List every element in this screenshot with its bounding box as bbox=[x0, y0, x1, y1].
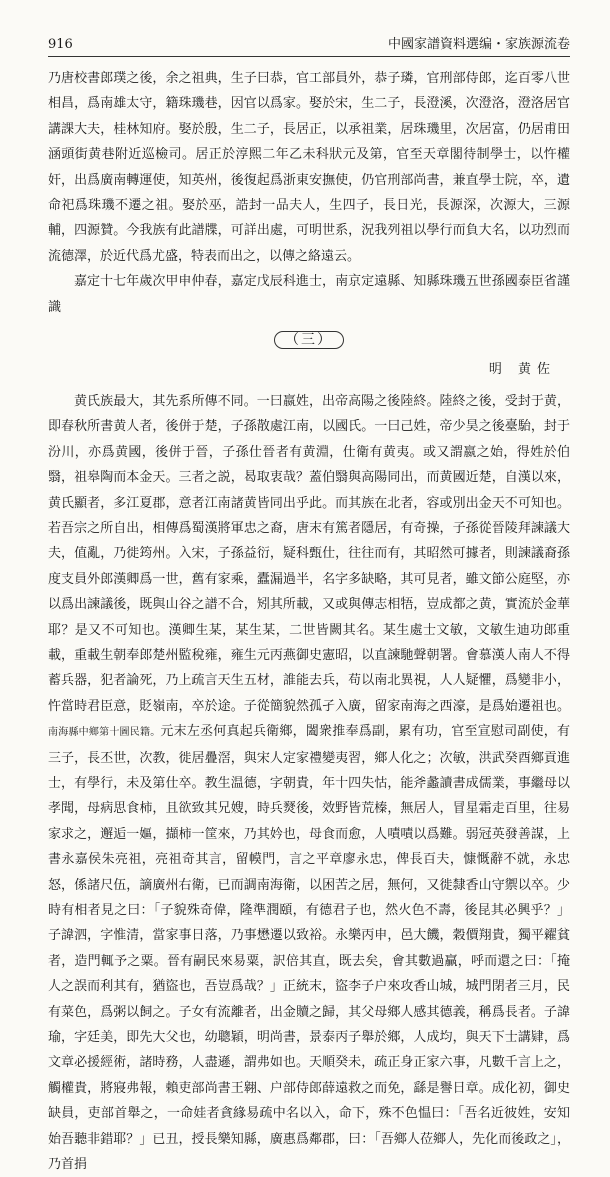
paragraph bbox=[48, 389, 570, 1177]
section-number: （三） bbox=[274, 331, 344, 349]
author-line: 明 黄佐 bbox=[488, 362, 556, 378]
paragraph-text: 黄氏族最大，其先系所傳不同。一曰嬴姓，出帝高陽之後陸終。陸終之後，受封于黄，即春秋所書黄人者，後併于楚，子孫散處江南，以國氏。一曰己姓，帝少昊之後臺駘，封于汾川，亦爲黄國，後併于晉，子孫仕晉者有黄淵，仕衛有黄夷。或又謂嬴之始，得姓於伯翳，祖皋陶而本金天。三者之説，曷取衷哉？蓋伯翳與高陽同出，而黄國近楚，自漢以來，黄氏顯者，多江夏郡，意者江南諸黄皆同出乎此。而其族在北者，容或別出金天不可知也。若吾宗之所自出，相傳爲蜀漢將軍忠之裔，唐末有篤者隱居，有奇操，子孫從晉陵拜諫議大夫，值亂，乃徙筠州。入宋，子孫益衍，疑科甄仕，往往而有，其昭然可據者，則諫議裔孫度支員外郎漢卿爲一世，舊有家乘，蠹漏過半，名字多缺略，其可見者，雖文節公庭堅，亦以爲出諫議後，既與山谷之譜不合，矧其所載，又或與傳志相牾，豈成都之黄，實流於金華耶？是又不可知也。漢卿生某，某生某，二世皆闕其名。某生處士文敏，文敏生迪功郎重載，重載生朝奉郎楚州監稅雍，雍生元丙燕御史憲昭，以直諫馳聲朝署。會慕漢人南人不得蓄兵器，犯者論死，乃上疏言天生五材，誰能去兵，苟以南北異視，人人疑懼，爲變非小，忤當時君臣意，貶嶺南，卒於途。子從簡貌然孤孑入廣，留家南海之西濠，是爲始遷祖也。 bbox=[48, 393, 570, 714]
section-title bbox=[48, 328, 570, 353]
page-header bbox=[48, 30, 570, 57]
main-text bbox=[48, 66, 570, 1177]
paragraph-text: 元末左丞何真起兵衛鄉，闔衆推奉爲副，累有功，官至宣慰司副使，有三子，長丕世，次教，徙居疊滘，與宋人定家禮變夷習，鄉人化之；次敏，洪武癸酉鄉貢進士，有學行，未及第仕卒。教生温德，字朝貴，年十四失怙，能斧蠡讀書成儒業，事繼母以孝聞，母病思食柿，且欲致其兄嫂，時兵燹後，效野皆荒榛，無居人，冒星霜走百里，往易家求之，邂逅一嫗，擷柿一筐來，乃其妗也，母食而愈，人嘖嘖以爲難。弱冠英發善謀，上書永嘉侯朱亮祖，亮祖奇其言，留幙門，言之平章廖永忠，俾長百夫，慷慨辭不就，永忠怒，係諸尺伍，謫廣州右衛，已而調南海衛，以困苦之居，無何，又徙隸香山守禦以卒。少時有相者見之曰：「子貌殊奇偉，隆準潤頤，有德君子也，然火色不壽，後昆其必興乎？」子諱泗，字惟清，當家事日落，乃事懋遷以致裕。永樂丙申，邑大饑，穀價翔貴，獨平糴貧者，造門輒予之粟。晉有嗣民來易粟，訳倍其直，既去矣，會其數過贏，呼而還之曰：「掩人之誤而利其有，猶盜也，吾豈爲哉？」正統末，盜李子户來攻香山城，城門閉者三月，民有菜色，爲粥以飼之。子女有流離者，出金贖之歸，其父母鄉人感其德義，稱爲長者。子諱瑜，字廷美，即先大父也，幼聰穎，明尚書，景泰丙子舉於鄉，人成均，與天下士講肄，爲文章必援經術，諸時務，人盡遜，謂弗如也。天順癸未，疏正身正家六事，凡數千言上之，觸權貴，將寢弗報，賴吏部尚書王翱、户部侍郎薛遠救之而免，繇是譽日章。成化初，御史缺員，吏部首舉之，一命娃者貪緣易疏中名以入，命下，殊不色愠曰：「吾名近彼姓，安知始吾聽非錯耶？」已丑，授長樂知縣，廣惠爲鄰郡，曰：「吾鄉人莅鄉人，先化而後政之」，乃首捐 bbox=[48, 724, 570, 1173]
inline-note: 南海縣中鄉第十圖民籍。 bbox=[48, 727, 161, 739]
page-number: 916 bbox=[48, 37, 73, 52]
running-title: 中國家譜資料選编・家族源流卷 bbox=[387, 37, 570, 52]
paragraph-continuation: 乃唐校書郎璞之後，余之祖典，生子曰恭，官工部員外，恭子璘，官刑部侍郎，迄百零八世相昌，爲南雄太守，籍珠璣巷，因官以爲家。娶於宋，生二子，長澄溪，次澄洛，澄洛居官講課大夫，桂林知府。娶於殷，生二子，長居正，以承祖業，居珠璣里，次居富，仍居甫田涵頭街黄巷附近巡檢司。居正於淳熙二年乙未科狀元及第，官至天章閣待制學士，以忤權奸，出爲廣南轉運使，知英州，後復起爲浙東安撫使，仍官刑部尚書，兼直學士院，卒，遺命祀爲珠璣不遷之祖。娶於巫，誥封一品夫人，生四子，長日光，長源深，次源大，三源輔，四源贊。今我族有此譜牒，可詳出處，可明世系，況我列祖以學行而負大名，以功烈而流德澤，於近代爲尤盛，特表而出之，以傳之絡遠云。 bbox=[48, 71, 570, 264]
signature-line: 嘉定十七年歲次甲申仲春，嘉定戊辰科進士，南京定遠縣、知縣珠璣五世孫國泰臣省謹識 bbox=[48, 274, 570, 315]
